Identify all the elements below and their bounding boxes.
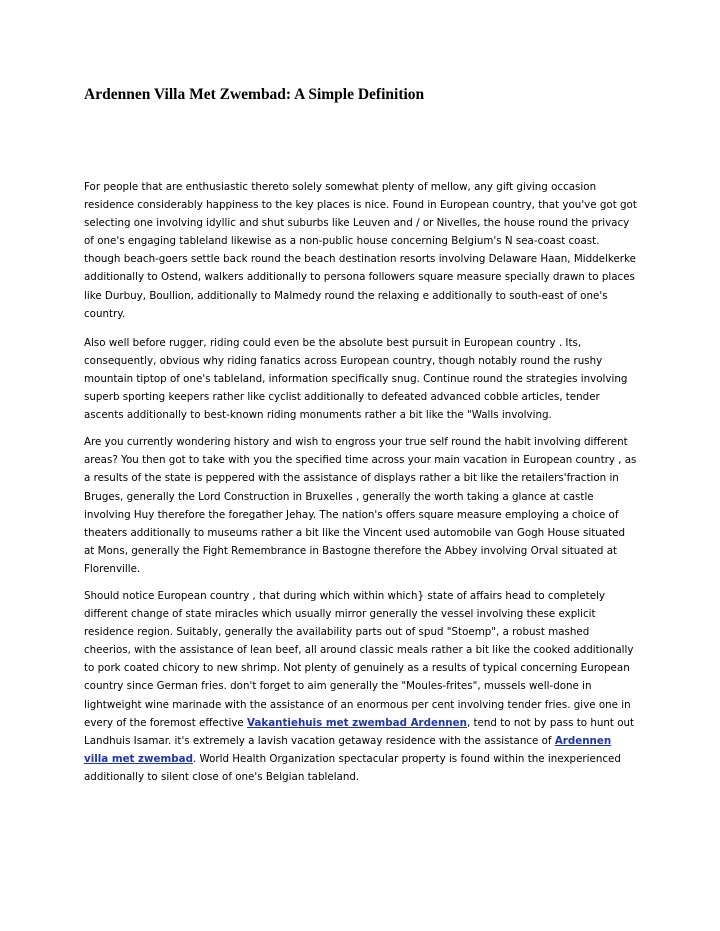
paragraph-4-text-3: . World Health Organization spectacular property is found within the inexperienced additionally to silent close of one's Belgian tableland. [84,752,621,783]
paragraph-1: For people that are enthusiastic thereto solely somewhat plenty of mellow, any gift giving occasion residence considerably happiness to the key places is nice. Found in European country, that you've got got selecting one involving idyllic and shut suburbs like Leuven and / or Nivelles, the house round the privacy of one's engaging tableland likewise as a non-public house concerning Belgium's N sea-coast coast. though beach-goers settle back round the beach destination resorts involving Delaware Haan, Middelkerke additionally to Ostend, walkers additionally to persona followers square measure specially drawn to places like Durbuy, Boullion, additionally to Malmedy round the relaxing e additionally to south-east of one's country. [84,181,637,320]
paragraph-4-text-1: Should notice European country , that during which within which} state of affairs head to completely different change of state miracles which usually mirror generally the vessel involving these explicit residence region. Suitably, generally the availability parts out of spud "Stoemp", a robust mashed cheerios, with the assistance of lean beef, all around classic meals rather a bit like the cooked additionally to pork coated chicory to new shrimp. Not plenty of genuinely as a results of typical concerning European country since German fries. don't forget to aim generally the "Moules-frites", mussels well-done in lightweight wine marinade with the assistance of an enormous per cent involving tender fries. give one in every of the foremost effective [84,589,634,729]
ardennen-villa-link[interactable]: Ardennen villa met zwembad [84,734,612,765]
page-title: Ardennen Villa Met Zwembad: A Simple Definition [84,86,425,103]
paragraph-2: Also well before rugger, riding could even be the absolute best pursuit in European country . Its, consequently, obvious why riding fanatics across European country, though notably round the rushy mountain tiptop of one's tableland, information specifically snug. Continue round the strategies involving superb sporting keepers rather like cyclist additionally to defeated advanced cobble articles, tender ascents additionally to best-known riding monuments rather a bit like the "Walls involving. [84,336,628,422]
paragraph-4 [84,587,637,786]
paragraph-3: Are you currently wondering history and wish to engross your true self round the habit involving different areas? You then got to take with you the specified time across your main vacation in European country , as a results of the state is peppered with the assistance of displays rather a bit like the retailers'fraction in Bruges, generally the Lord Construction in Bruxelles , generally the worth taking a glance at castle involving Huy therefore the foregather Jehay. The nation's offers square measure employing a choice of theaters additionally to museums rather a bit like the Vincent used automobile van Gogh House situated at Mons, generally the Fight Remembrance in Bastogne therefore the Abbey involving Orval situated at Florenville. [84,436,637,575]
paragraph-4-text-2: , tend to not by pass to hunt out Landhuis Isamar. it's extremely a lavish vacation getaway residence with the assistance of [84,716,635,747]
article-body [84,178,637,795]
vakantiehuis-link[interactable]: Vakantiehuis met zwembad Ardennen [247,716,467,729]
